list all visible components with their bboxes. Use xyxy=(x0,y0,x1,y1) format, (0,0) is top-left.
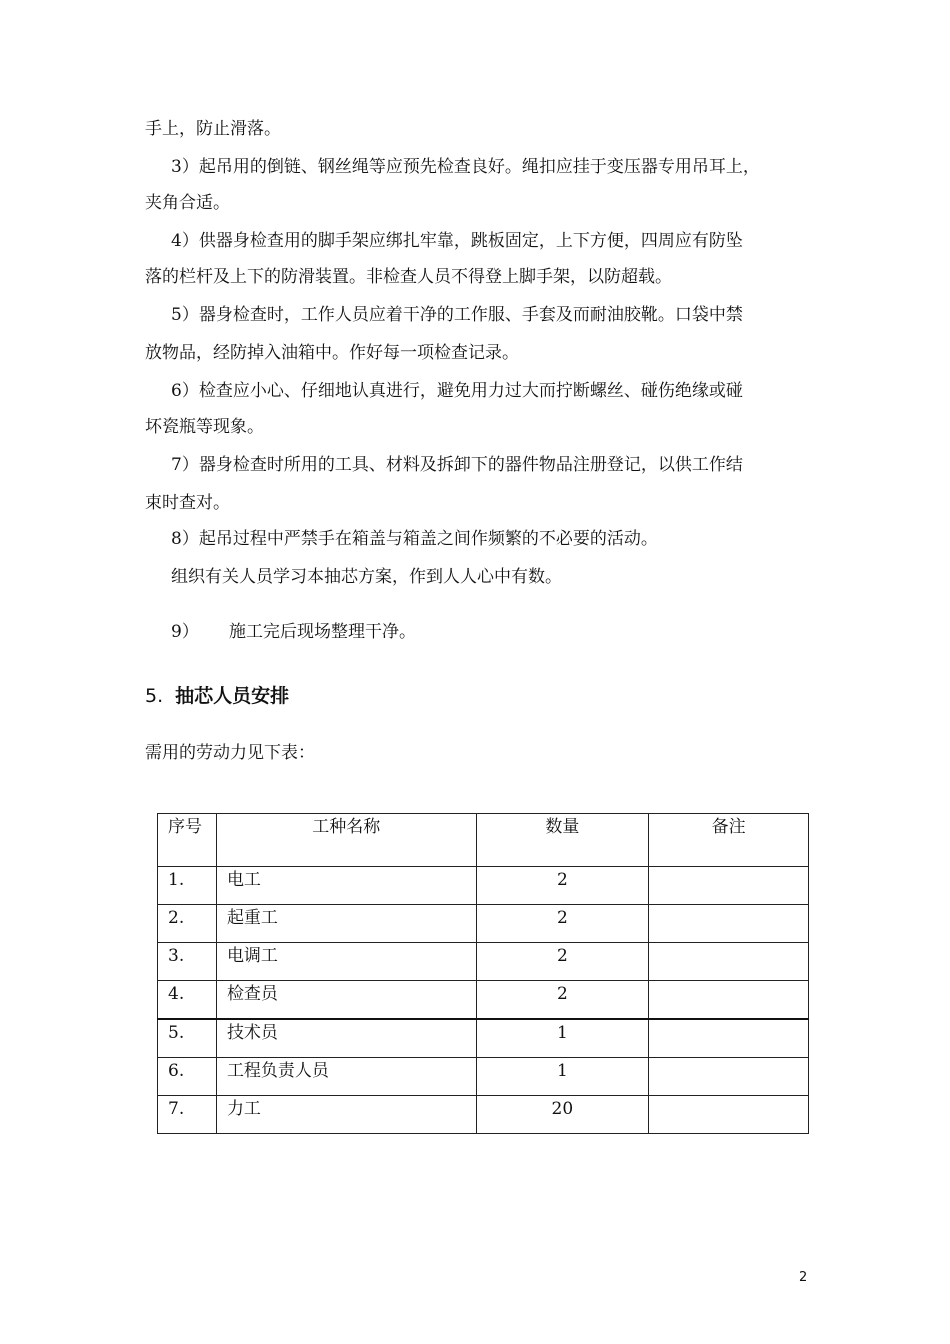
list-item-text: 施工完后现场整理干净。 xyxy=(229,622,416,642)
section-heading xyxy=(145,683,289,709)
page-number: 2 xyxy=(799,1270,808,1285)
table-row xyxy=(158,905,809,943)
cell-quantity: 1 xyxy=(476,1019,649,1058)
table-row xyxy=(158,943,809,981)
table-header-row xyxy=(158,814,809,867)
table-row xyxy=(158,1096,809,1134)
header-trade: 工种名称 xyxy=(216,814,476,867)
cell-quantity: 2 xyxy=(476,981,649,1020)
header-quantity: 数量 xyxy=(476,814,649,867)
table-intro: 需用的劳动力见下表： xyxy=(145,743,315,763)
cell-trade: 工程负责人员 xyxy=(216,1058,476,1096)
cell-trade: 起重工 xyxy=(216,905,476,943)
cell-remark xyxy=(649,1058,809,1096)
cell-index: 5. xyxy=(158,1019,217,1058)
table-row xyxy=(158,1019,809,1058)
cell-quantity: 2 xyxy=(476,905,649,943)
table-row xyxy=(158,867,809,905)
cell-quantity: 2 xyxy=(476,943,649,981)
paragraph-line: 夹角合适。 xyxy=(145,193,230,213)
cell-index: 1. xyxy=(158,867,217,905)
paragraph-line: 放物品，经防掉入油箱中。作好每一项检查记录。 xyxy=(145,343,519,363)
cell-trade: 电工 xyxy=(216,867,476,905)
cell-index: 3. xyxy=(158,943,217,981)
table-row xyxy=(158,1058,809,1096)
cell-remark xyxy=(649,905,809,943)
cell-index: 2. xyxy=(158,905,217,943)
section-number: 5. xyxy=(145,685,164,707)
cell-trade: 力工 xyxy=(216,1096,476,1134)
list-item-9 xyxy=(171,621,416,643)
paragraph-line: 6）检查应小心、仔细地认真进行，避免用力过大而拧断螺丝、碰伤绝缘或碰 xyxy=(171,381,743,401)
paragraph-line: 落的栏杆及上下的防滑装置。非检查人员不得登上脚手架，以防超载。 xyxy=(145,267,672,287)
section-title: 抽芯人员安排 xyxy=(175,685,290,707)
cell-index: 7. xyxy=(158,1096,217,1134)
paragraph-line: 手上，防止滑落。 xyxy=(145,119,281,139)
paragraph-line: 8）起吊过程中严禁手在箱盖与箱盖之间作频繁的不必要的活动。 xyxy=(171,529,658,549)
cell-trade: 技术员 xyxy=(216,1019,476,1058)
cell-quantity: 1 xyxy=(476,1058,649,1096)
paragraph-line: 5）器身检查时，工作人员应着干净的工作服、手套及而耐油胶靴。口袋中禁 xyxy=(171,305,743,325)
labor-table xyxy=(157,813,809,1134)
header-remark: 备注 xyxy=(649,814,809,867)
cell-remark xyxy=(649,1096,809,1134)
paragraph-line: 4）供器身检查用的脚手架应绑扎牢靠，跳板固定，上下方便，四周应有防坠 xyxy=(171,231,743,251)
cell-remark xyxy=(649,867,809,905)
cell-remark xyxy=(649,981,809,1020)
cell-trade: 电调工 xyxy=(216,943,476,981)
cell-quantity: 20 xyxy=(476,1096,649,1134)
table-body xyxy=(158,867,809,1134)
table-row xyxy=(158,981,809,1020)
cell-remark xyxy=(649,1019,809,1058)
cell-quantity: 2 xyxy=(476,867,649,905)
paragraph-line: 组织有关人员学习本抽芯方案，作到人人心中有数。 xyxy=(171,567,562,587)
paragraph-line: 束时查对。 xyxy=(145,493,230,513)
cell-index: 6. xyxy=(158,1058,217,1096)
paragraph-line: 3）起吊用的倒链、钢丝绳等应预先检查良好。绳扣应挂于变压器专用吊耳上， xyxy=(171,157,760,177)
paragraph-line: 坏瓷瓶等现象。 xyxy=(145,417,264,437)
cell-remark xyxy=(649,943,809,981)
cell-index: 4. xyxy=(158,981,217,1020)
paragraph-line: 7）器身检查时所用的工具、材料及拆卸下的器件物品注册登记，以供工作结 xyxy=(171,455,743,475)
list-item-number: 9） xyxy=(171,622,199,642)
header-index: 序号 xyxy=(158,814,217,867)
cell-trade: 检查员 xyxy=(216,981,476,1020)
